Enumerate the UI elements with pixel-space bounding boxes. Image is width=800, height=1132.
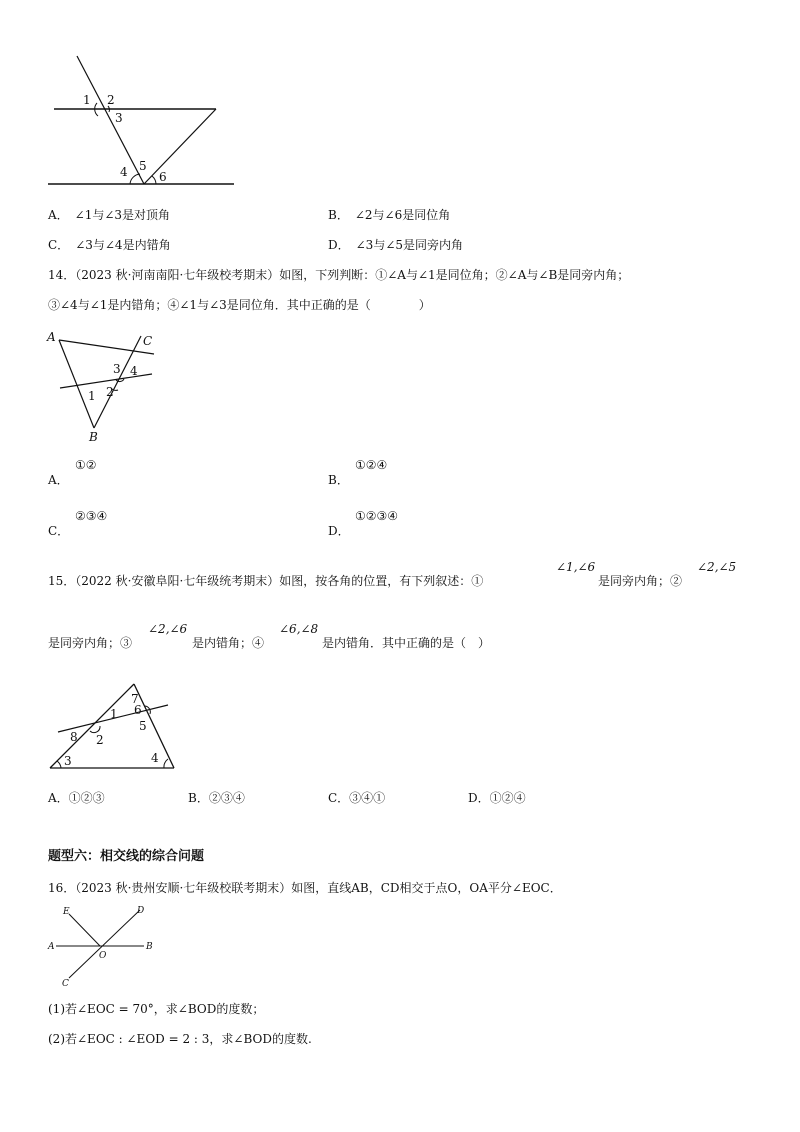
q15-angle-pair-2-6: ∠2,∠6	[148, 622, 188, 636]
q14-figure	[44, 328, 164, 446]
q14-label-4: 4	[130, 364, 138, 378]
q13-option-d[interactable]	[328, 237, 463, 253]
q13-transversal-2	[144, 109, 216, 184]
option-letter: C．	[48, 238, 70, 252]
q16-figure	[44, 902, 164, 990]
q13-label-4: 4	[120, 165, 128, 179]
q15-side-left	[50, 684, 134, 768]
q13-figure	[40, 50, 240, 195]
q13-transversal-1	[77, 56, 144, 184]
option-letter: D．	[328, 238, 350, 252]
q15-option-c[interactable]: C．③④①	[328, 791, 386, 805]
option-letter: A．	[48, 208, 69, 222]
q15-arc-4	[164, 759, 168, 768]
q16-part-1: (1)若∠EOC = 70°，求∠BOD的度数；	[48, 1002, 265, 1016]
q15-option-b[interactable]: B．②③④	[188, 791, 245, 805]
q13-label-6: 6	[159, 170, 167, 184]
q16-label-c: C	[62, 979, 69, 989]
q15-arc-3	[57, 761, 61, 768]
q14-option-d-text: ①②③④	[355, 509, 399, 523]
section-title: 题型六：相交线的综合问题	[48, 849, 205, 864]
q14-label-b: B	[89, 430, 98, 444]
q14-option-b-letter[interactable]: B．	[328, 473, 349, 487]
q14-stem-line-2: ③∠4与∠1是内错角；④∠1与∠3是同位角．其中正确的是（ ）	[48, 298, 431, 312]
q15-label-6: 6	[134, 703, 142, 717]
q15-figure	[44, 676, 180, 774]
q15-angle-pair-2-5: ∠2,∠5	[697, 560, 737, 574]
q14-option-c-letter[interactable]: C．	[48, 524, 70, 538]
q15-label-2: 2	[96, 733, 104, 747]
q13-arc-4	[130, 174, 140, 184]
q15-label-8: 8	[70, 730, 78, 744]
q13-arc-6	[152, 176, 156, 184]
option-text: ∠3与∠4是内错角	[75, 238, 171, 252]
q13-label-5: 5	[139, 159, 147, 173]
q13-option-b[interactable]	[328, 207, 450, 223]
q15-label-5: 5	[139, 719, 147, 733]
q13-label-1: 1	[83, 93, 91, 107]
q16-part-2: (2)若∠EOC : ∠EOD = 2 : 3，求∠BOD的度数.	[48, 1032, 312, 1046]
q15-stem-2c: 是内错角．其中正确的是（ ）	[322, 636, 491, 650]
q15-label-1: 1	[110, 707, 118, 721]
q14-label-1: 1	[88, 389, 96, 403]
q14-stem-line-1: 14．（2023 秋·河南南阳·七年级校考期末）如图，下列判断：①∠A与∠1是同位角；②∠A与∠B是同旁内角；	[48, 268, 630, 282]
q14-label-a: A	[47, 330, 56, 344]
q15-angle-pair-1-6: ∠1,∠6	[556, 560, 596, 574]
q13-label-2: 2	[107, 93, 115, 107]
q15-label-7: 7	[131, 692, 139, 706]
q14-option-c-text: ②③④	[75, 509, 108, 523]
q16-ray-oe	[69, 914, 100, 946]
q16-label-b: B	[146, 942, 153, 952]
q13-option-c[interactable]	[48, 237, 171, 253]
q16-stem-line-1: 16．（2023 秋·贵州安顺·七年级校联考期末）如图，直线AB，CD相交于点O，OA平分∠EOC．	[48, 881, 562, 895]
q16-line-cd	[69, 910, 140, 978]
q15-option-a[interactable]: A．①②③	[48, 791, 105, 805]
q15-label-3: 3	[64, 754, 72, 768]
option-text: ∠1与∠3是对顶角	[74, 208, 171, 222]
q15-stem-2b: 是内错角；④	[192, 636, 265, 650]
q14-label-2: 2	[106, 385, 114, 399]
q15-stem-1b: 是同旁内角；②	[598, 574, 683, 588]
q14-option-b-text: ①②④	[355, 458, 388, 472]
q16-label-a: A	[48, 942, 55, 952]
q15-option-d[interactable]: D．①②④	[468, 791, 526, 805]
q14-label-c: C	[143, 334, 153, 348]
q14-option-a-text: ①②	[75, 458, 97, 472]
q15-angle-pair-6-8: ∠6,∠8	[279, 622, 319, 636]
q14-option-d-letter[interactable]: D．	[328, 524, 350, 538]
q16-label-e: E	[63, 907, 70, 917]
q13-label-3: 3	[115, 111, 123, 125]
q15-stem-1a: 15．（2022 秋·安徽阜阳·七年级统考期末）如图，按各角的位置，有下列叙述：①	[48, 574, 484, 588]
option-text: ∠3与∠5是同旁内角	[355, 238, 464, 252]
option-text: ∠2与∠6是同位角	[354, 208, 451, 222]
q14-side-ac-line	[59, 340, 154, 354]
q14-label-3: 3	[113, 362, 121, 376]
q16-label-o: O	[99, 951, 107, 961]
q14-option-a-letter[interactable]: A．	[48, 473, 69, 487]
q15-label-4: 4	[151, 751, 159, 765]
q16-label-d: D	[137, 906, 145, 916]
q13-option-a[interactable]	[48, 207, 170, 223]
q15-stem-2a: 是同旁内角；③	[48, 636, 133, 650]
option-letter: B．	[328, 208, 349, 222]
